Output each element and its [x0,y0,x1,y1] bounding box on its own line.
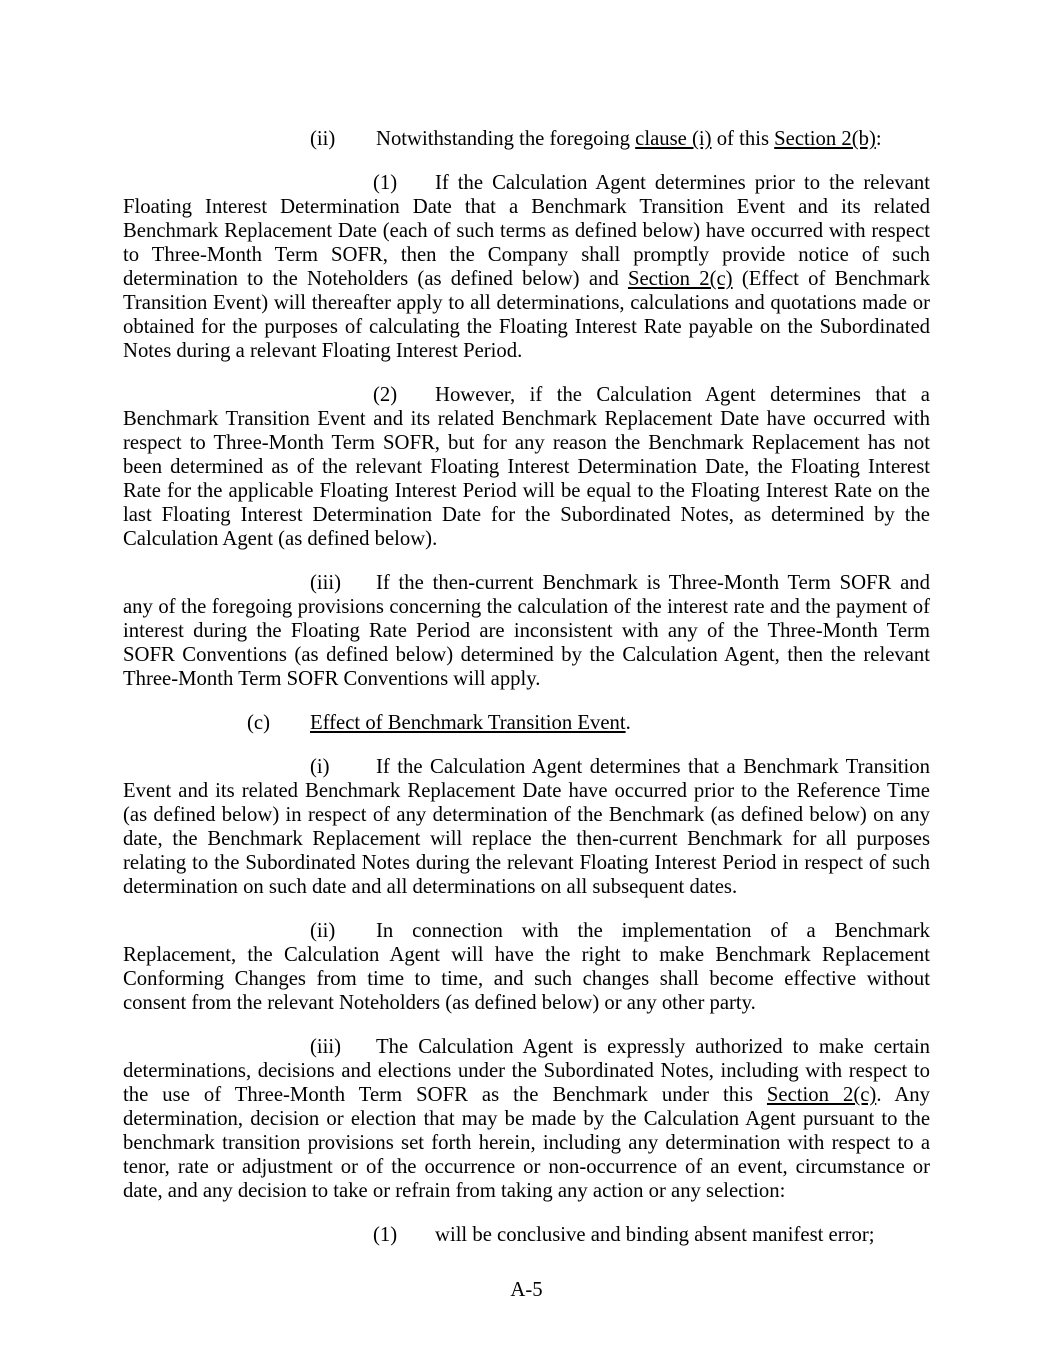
section-reference: Section 2(b) [774,128,876,150]
section-reference: Section 2(c) [627,268,733,290]
text-run: (Effect of Benchmark Transition Event) will thereafter apply to all determinations, calculations and quotations made or obtained for the purposes of calculating the Floating Interest Rate payable on the Subordinated Notes during a relevant Floating Interest Period. [123,268,930,362]
list-label: (iii) [310,1036,342,1058]
paragraph-c-i [123,755,930,899]
text-run: will be conclusive and binding absent manifest error; [435,1224,875,1246]
heading-c [123,711,930,735]
page-footer [123,1278,930,1302]
list-label: (ii) [310,920,336,942]
list-label: (iii) [310,572,342,594]
paragraph-c-iii-1 [123,1223,930,1247]
text-run: of this [711,128,775,150]
text-run: . Any determination, decision or election that may be made by the Calculation Agent pursuant to the benchmark transition provisions set forth herein, including any determination with respect to a tenor, rate or adjustment or of the occurrence or non-occurrence of an event, circumstance or date, and any decision to take or refrain from taking any action or any selection: [123,1084,930,1202]
list-label: (1) [373,1224,398,1246]
document-body [123,127,930,1267]
text-run: The Calculation Agent is expressly authorized to make certain determinations, decisions and elections under the Subordinated Notes, including with respect to the use of Three-Month Term SOFR as the Benchmark under this [123,1036,930,1106]
list-label: (2) [373,384,398,406]
text-run: If the Calculation Agent determines prior to the relevant Floating Interest Determination Date that a Benchmark Transition Event and its related Benchmark Replacement Date (each of such terms as defined below) have occurred with respect to Three-Month Term SOFR, then the Company shall promptly provide notice of such determination to the Noteholders (as defined below) and [123,172,930,290]
list-label: (1) [373,172,398,194]
text-run: In connection with the implementation of a Benchmark Replacement, the Calculation Agent will have the right to make Benchmark Replacement Conforming Changes from time to time, and such changes shall become effective without consent from the relevant Noteholders (as defined below) or any other party. [123,920,930,1014]
list-label: (c) [247,712,270,734]
text-run: . [625,712,631,734]
paragraph-b-ii-1 [123,171,930,363]
page-number: A-5 [510,1279,543,1301]
paragraph-b-iii [123,571,930,691]
text-run: However, if the Calculation Agent determines that a Benchmark Transition Event and its related Benchmark Replacement Date have occurred with respect to Three-Month Term SOFR, but for any reason the Benchmark Replacement has not been determined as of the relevant Floating Interest Determination Date, the Floating Interest Rate for the applicable Floating Interest Period will be equal to the Floating Interest Rate on the last Floating Interest Determination Date for the Subordinated Notes, as determined by the Calculation Agent (as defined below). [123,384,930,550]
paragraph-b-ii [123,127,930,151]
heading-title: Effect of Benchmark Transition Event [310,712,626,734]
text-run: If the Calculation Agent determines that a Benchmark Transition Event and its related Benchmark Replacement Date have occurred prior to the Reference Time (as defined below) in respect of any determination of the Benchmark (as defined below) on any date, the Benchmark Replacement will replace the then-current Benchmark for all purposes relating to the Subordinated Notes during the relevant Floating Interest Period in respect of such determination on such date and all determinations on all subsequent dates. [123,756,930,898]
list-label: (i) [310,756,330,778]
clause-reference: clause (i) [635,128,712,150]
text-run: : [875,128,882,150]
text-run: If the then-current Benchmark is Three-Month Term SOFR and any of the foregoing provisions concerning the calculation of the interest rate and the payment of interest during the Floating Rate Period are inconsistent with any of the Three-Month Term SOFR Conventions (as defined below) determined by the Calculation Agent, then the relevant Three-Month Term SOFR Conventions will apply. [123,572,930,690]
paragraph-b-ii-2 [123,383,930,551]
text-run: Notwithstanding the foregoing [376,128,636,150]
section-reference: Section 2(c) [766,1084,877,1106]
paragraph-c-ii [123,919,930,1015]
list-label: (ii) [310,128,336,150]
paragraph-c-iii [123,1035,930,1203]
